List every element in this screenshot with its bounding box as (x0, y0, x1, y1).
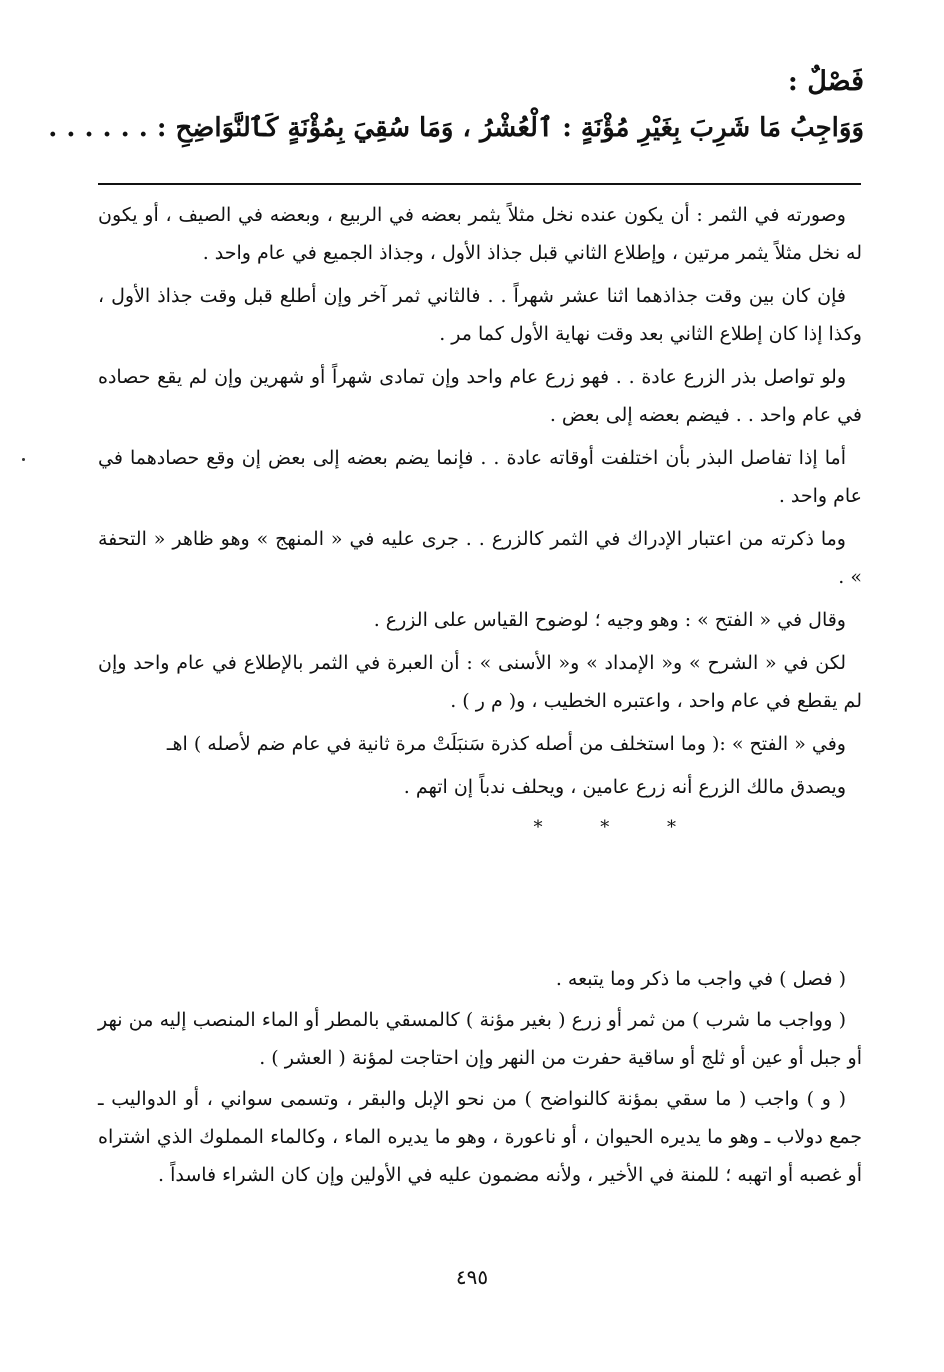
matn-verse: وَوَاجِبُ مَا شَرِبَ بِغَيْرِ مُؤْنَةٍ : ٱلْعُشْرُ ، وَمَا سُقِيَ بِمُؤْنَةٍ كَٱلنَّوَاضِحِ : . . . . . . (48, 113, 864, 143)
commentary-paragraph: ولو تواصل بذر الزرع عادة . . فهو زرع عام واحد وإن تمادى شهراً أو شهرين وإن لم يقع حصاده في عام واحد . . فيضم بعضه إلى بعض . (98, 366, 862, 426)
explanation-block (98, 960, 862, 1197)
commentary-paragraph: أما إذا تفاصل البذر بأن اختلفت أوقاته عادة . . فإنما يضم بعضه إلى بعض إن وقع حصادهما في عام واحد . (98, 447, 862, 507)
explanation-paragraph: ( و ) واجب ( ما سقي بمؤنة كالنواضح ) من نحو الإبل والبقر ، وتسمى سواني ، أو الدواليب ـ جمع دولاب ـ وهو ما يديره الحيوان ، أو ناعورة ، وهو ما يديره الماء ، وكالماء المملوك الذي اشتراه أو غصبه أو اتهبه ؛ للمنة في الأخير ، ولأنه مضمون عليه في الأولين وإن كان الشراء فاسداً . (98, 1088, 862, 1186)
commentary-paragraph: فإن كان بين وقت جذاذهما اثنا عشر شهراً . . فالثاني ثمر آخر وإن أطلع قبل وقت جذاذ الأول ، وكذا إذا كان إطلاع الثاني بعد وقت نهاية الأول كما مر . (98, 285, 862, 345)
commentary-paragraph: لكن في « الشرح » و« الإمداد » و« الأسنى » : أن العبرة في الثمر بالإطلاع في عام واحد وإن لم يقطع في عام واحد ، واعتبره الخطيب ، و( م ر ) . (98, 652, 862, 712)
commentary-paragraph: ويصدق مالك الزرع أنه زرع عامين ، ويحلف ندباً إن اتهم . (403, 776, 846, 798)
page-number: ٤٩٥ (455, 1265, 489, 1289)
scan-speck (22, 458, 25, 461)
section-title: فَصْلٌ : (787, 66, 864, 97)
commentary-paragraph: وقال في « الفتح » : وهو وجيه ؛ لوضوح القياس على الزرع . (373, 609, 846, 631)
commentary-block (98, 196, 862, 847)
header-divider (98, 183, 861, 185)
commentary-paragraph: وفي « الفتح » :( وما استخلف من أصله كذرة سَنبَلَتْ مرة ثانية في عام ضم لأصله ) اهـ (166, 733, 846, 755)
commentary-paragraph: وصورته في الثمر : أن يكون عنده نخل مثلاً يثمر بعضه في الربيع ، وبعضه في الصيف ، أو يكون له نخل مثلاً يثمر مرتين ، وإطلاع الثاني قبل جذاذ الأول ، وجذاذ الجميع في عام واحد . (98, 204, 862, 264)
explanation-paragraph: ( فصل ) في واجب ما ذكر وما يتبعه . (555, 968, 846, 990)
commentary-paragraph: وما ذكرته من اعتبار الإدراك في الثمر كالزرع . . جرى عليه في « المنهج » وهو ظاهر « التحفة » . (98, 528, 862, 588)
matn-header (48, 62, 864, 150)
section-separator: * * * (533, 817, 702, 838)
explanation-paragraph: ( وواجب ما شرب ) من ثمر أو زرع ( بغير مؤنة ) كالمسقي بالمطر أو الماء المنصب إليه من نهر أو جبل أو عين أو ثلج أو ساقية حفرت من النهر وإن احتاجت لمؤنة ( العشر ) . (98, 1009, 862, 1069)
